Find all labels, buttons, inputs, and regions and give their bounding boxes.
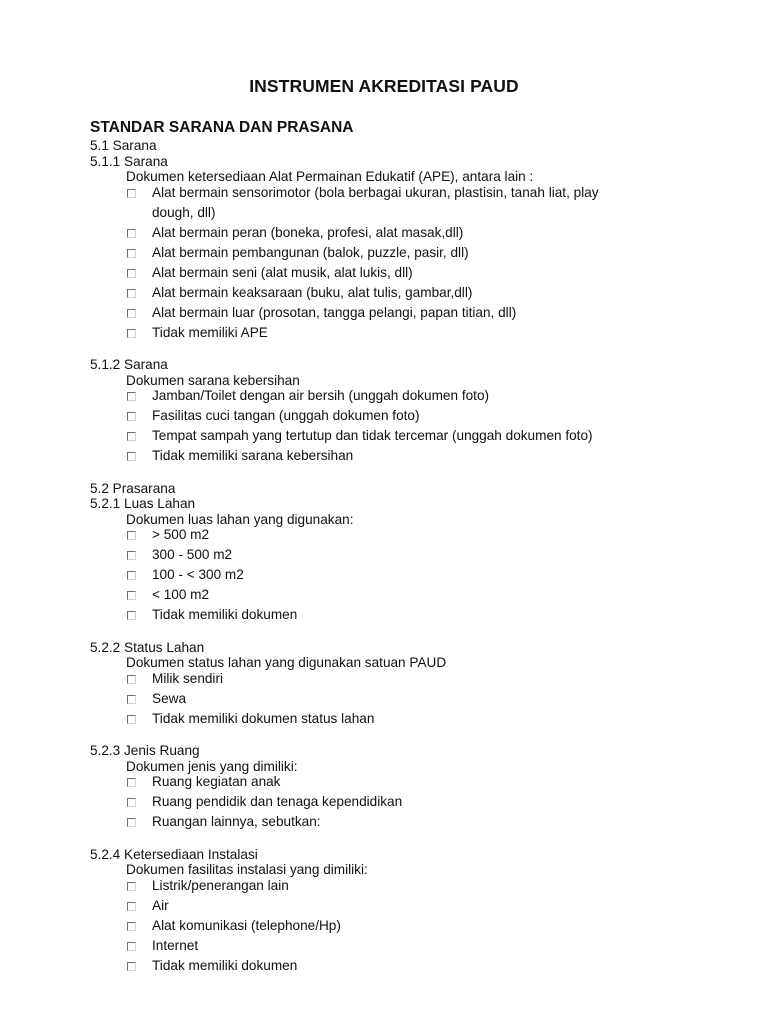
section-heading: 5.2.2 Status Lahan [90,639,205,655]
checkbox-option[interactable] [90,225,730,241]
checkbox-option[interactable] [90,878,730,894]
checkbox[interactable] [127,882,136,891]
option-label: Alat bermain luar (prosotan, tangga pelangi, papan titian, dll) [152,304,517,320]
checkbox-option[interactable] [90,774,730,790]
checkbox[interactable] [127,942,136,951]
checkbox-option[interactable] [90,325,730,341]
section-description: Dokumen status lahan yang digunakan satuan PAUD [126,655,447,670]
section-heading: 5.1 Sarana [90,138,157,153]
checkbox-option[interactable] [90,958,730,974]
form-section [90,640,730,727]
checkbox-option[interactable] [90,547,730,563]
sections-container [90,138,730,973]
checkbox-list [90,527,730,623]
checkbox-option[interactable] [90,265,730,281]
checkbox-option[interactable] [90,671,730,687]
checkbox[interactable] [127,229,136,238]
checkbox-list [90,185,730,341]
checkbox[interactable] [127,309,136,318]
checkbox-option[interactable] [90,305,730,321]
option-label: Tidak memiliki dokumen [152,957,298,973]
section-heading: 5.2.4 Ketersediaan Instalasi [90,846,258,862]
checkbox[interactable] [127,798,136,807]
option-label: Alat bermain seni (alat musik, alat lukis, dll) [152,264,413,280]
form-section [90,743,730,830]
checkbox[interactable] [127,412,136,421]
section-heading: 5.1.2 Sarana [90,357,168,372]
checkbox[interactable] [127,531,136,540]
section-heading: 5.1.1 Sarana [90,153,168,169]
checkbox-option[interactable] [90,428,730,444]
section-description: Dokumen fasilitas instalasi yang dimiliki: [126,862,368,877]
option-label: < 100 m2 [152,587,210,602]
option-label: > 500 m2 [152,527,210,542]
checkbox[interactable] [127,571,136,580]
standard-heading: STANDAR SARANA DAN PRASANA [90,119,354,136]
option-label: Alat bermain keaksaraan (buku, alat tulis, gambar,dll) [152,284,473,300]
checkbox[interactable] [127,922,136,931]
checkbox-option[interactable] [90,918,730,934]
option-label: Ruangan lainnya, sebutkan: [152,814,321,829]
option-label-continuation: dough, dll) [152,204,216,220]
checkbox-option[interactable] [90,814,730,830]
checkbox[interactable] [127,715,136,724]
option-label: Tidak memiliki APE [152,324,268,340]
checkbox-option[interactable] [90,567,730,583]
option-label: Ruang kegiatan anak [152,774,281,789]
checkbox-option[interactable] [90,711,730,727]
option-label: Alat bermain sensorimotor (bola berbagai ukuran, plastisin, tanah liat, play [152,184,599,200]
section-description: Dokumen ketersediaan Alat Permainan Edukatif (APE), antara lain : [126,169,534,184]
checkbox-option[interactable] [90,245,730,261]
form-section [90,138,730,340]
document-title: INSTRUMEN AKREDITASI PAUD [249,76,519,96]
option-label: Tempat sampah yang tertutup dan tidak tercemar (unggah dokumen foto) [152,428,593,443]
section-heading: 5.2 Prasarana [90,480,176,496]
checkbox[interactable] [127,962,136,971]
option-label: Alat bermain pembangunan (balok, puzzle, pasir, dll) [152,244,469,260]
checkbox[interactable] [127,675,136,684]
checkbox-list [90,878,730,974]
checkbox-option[interactable] [90,185,730,221]
checkbox-option[interactable] [90,587,730,603]
section-description: Dokumen luas lahan yang digunakan: [126,511,354,527]
checkbox[interactable] [127,392,136,401]
section-description: Dokumen jenis yang dimiliki: [126,758,298,774]
option-label: Sewa [152,690,187,706]
document-content [90,118,730,973]
section-heading: 5.2.3 Jenis Ruang [90,743,200,758]
option-label: Air [152,897,169,913]
checkbox[interactable] [127,189,136,198]
option-label: Tidak memiliki sarana kebersihan [152,448,354,463]
checkbox-option[interactable] [90,794,730,810]
option-label: Internet [152,937,199,953]
form-section [90,357,730,464]
form-section [90,481,730,623]
option-label: Alat komunikasi (telephone/Hp) [152,917,341,933]
checkbox-option[interactable] [90,898,730,914]
checkbox-option[interactable] [90,527,730,543]
checkbox[interactable] [127,452,136,461]
checkbox-option[interactable] [90,388,730,404]
checkbox[interactable] [127,591,136,600]
checkbox-list [90,671,730,727]
checkbox-option[interactable] [90,285,730,301]
checkbox[interactable] [127,289,136,298]
option-label: Tidak memiliki dokumen [152,607,298,622]
checkbox[interactable] [127,329,136,338]
section-description: Dokumen sarana kebersihan [126,372,300,388]
option-label: Ruang pendidik dan tenaga kependidikan [152,794,403,809]
checkbox[interactable] [127,551,136,560]
checkbox[interactable] [127,611,136,620]
option-label: Tidak memiliki dokumen status lahan [152,710,375,726]
checkbox-option[interactable] [90,448,730,464]
option-label: Fasilitas cuci tangan (unggah dokumen foto) [152,408,420,423]
checkbox[interactable] [127,249,136,258]
option-label: Milik sendiri [152,670,224,686]
checkbox-list [90,774,730,830]
checkbox-option[interactable] [90,938,730,954]
section-heading: 5.2.1 Luas Lahan [90,496,196,511]
checkbox-option[interactable] [90,691,730,707]
option-label: Listrik/penerangan lain [152,877,289,893]
checkbox-list [90,388,730,464]
option-label: Jamban/Toilet dengan air bersih (unggah dokumen foto) [152,388,490,403]
checkbox[interactable] [127,818,136,827]
checkbox-option[interactable] [90,607,730,623]
checkbox-option[interactable] [90,408,730,424]
checkbox[interactable] [127,695,136,704]
checkbox[interactable] [127,778,136,787]
form-section [90,847,730,974]
checkbox[interactable] [127,269,136,278]
option-label: Alat bermain peran (boneka, profesi, alat masak,dll) [152,224,464,240]
option-label: 300 - 500 m2 [152,547,233,562]
option-label: 100 - < 300 m2 [152,567,244,582]
checkbox[interactable] [127,432,136,441]
checkbox[interactable] [127,902,136,911]
